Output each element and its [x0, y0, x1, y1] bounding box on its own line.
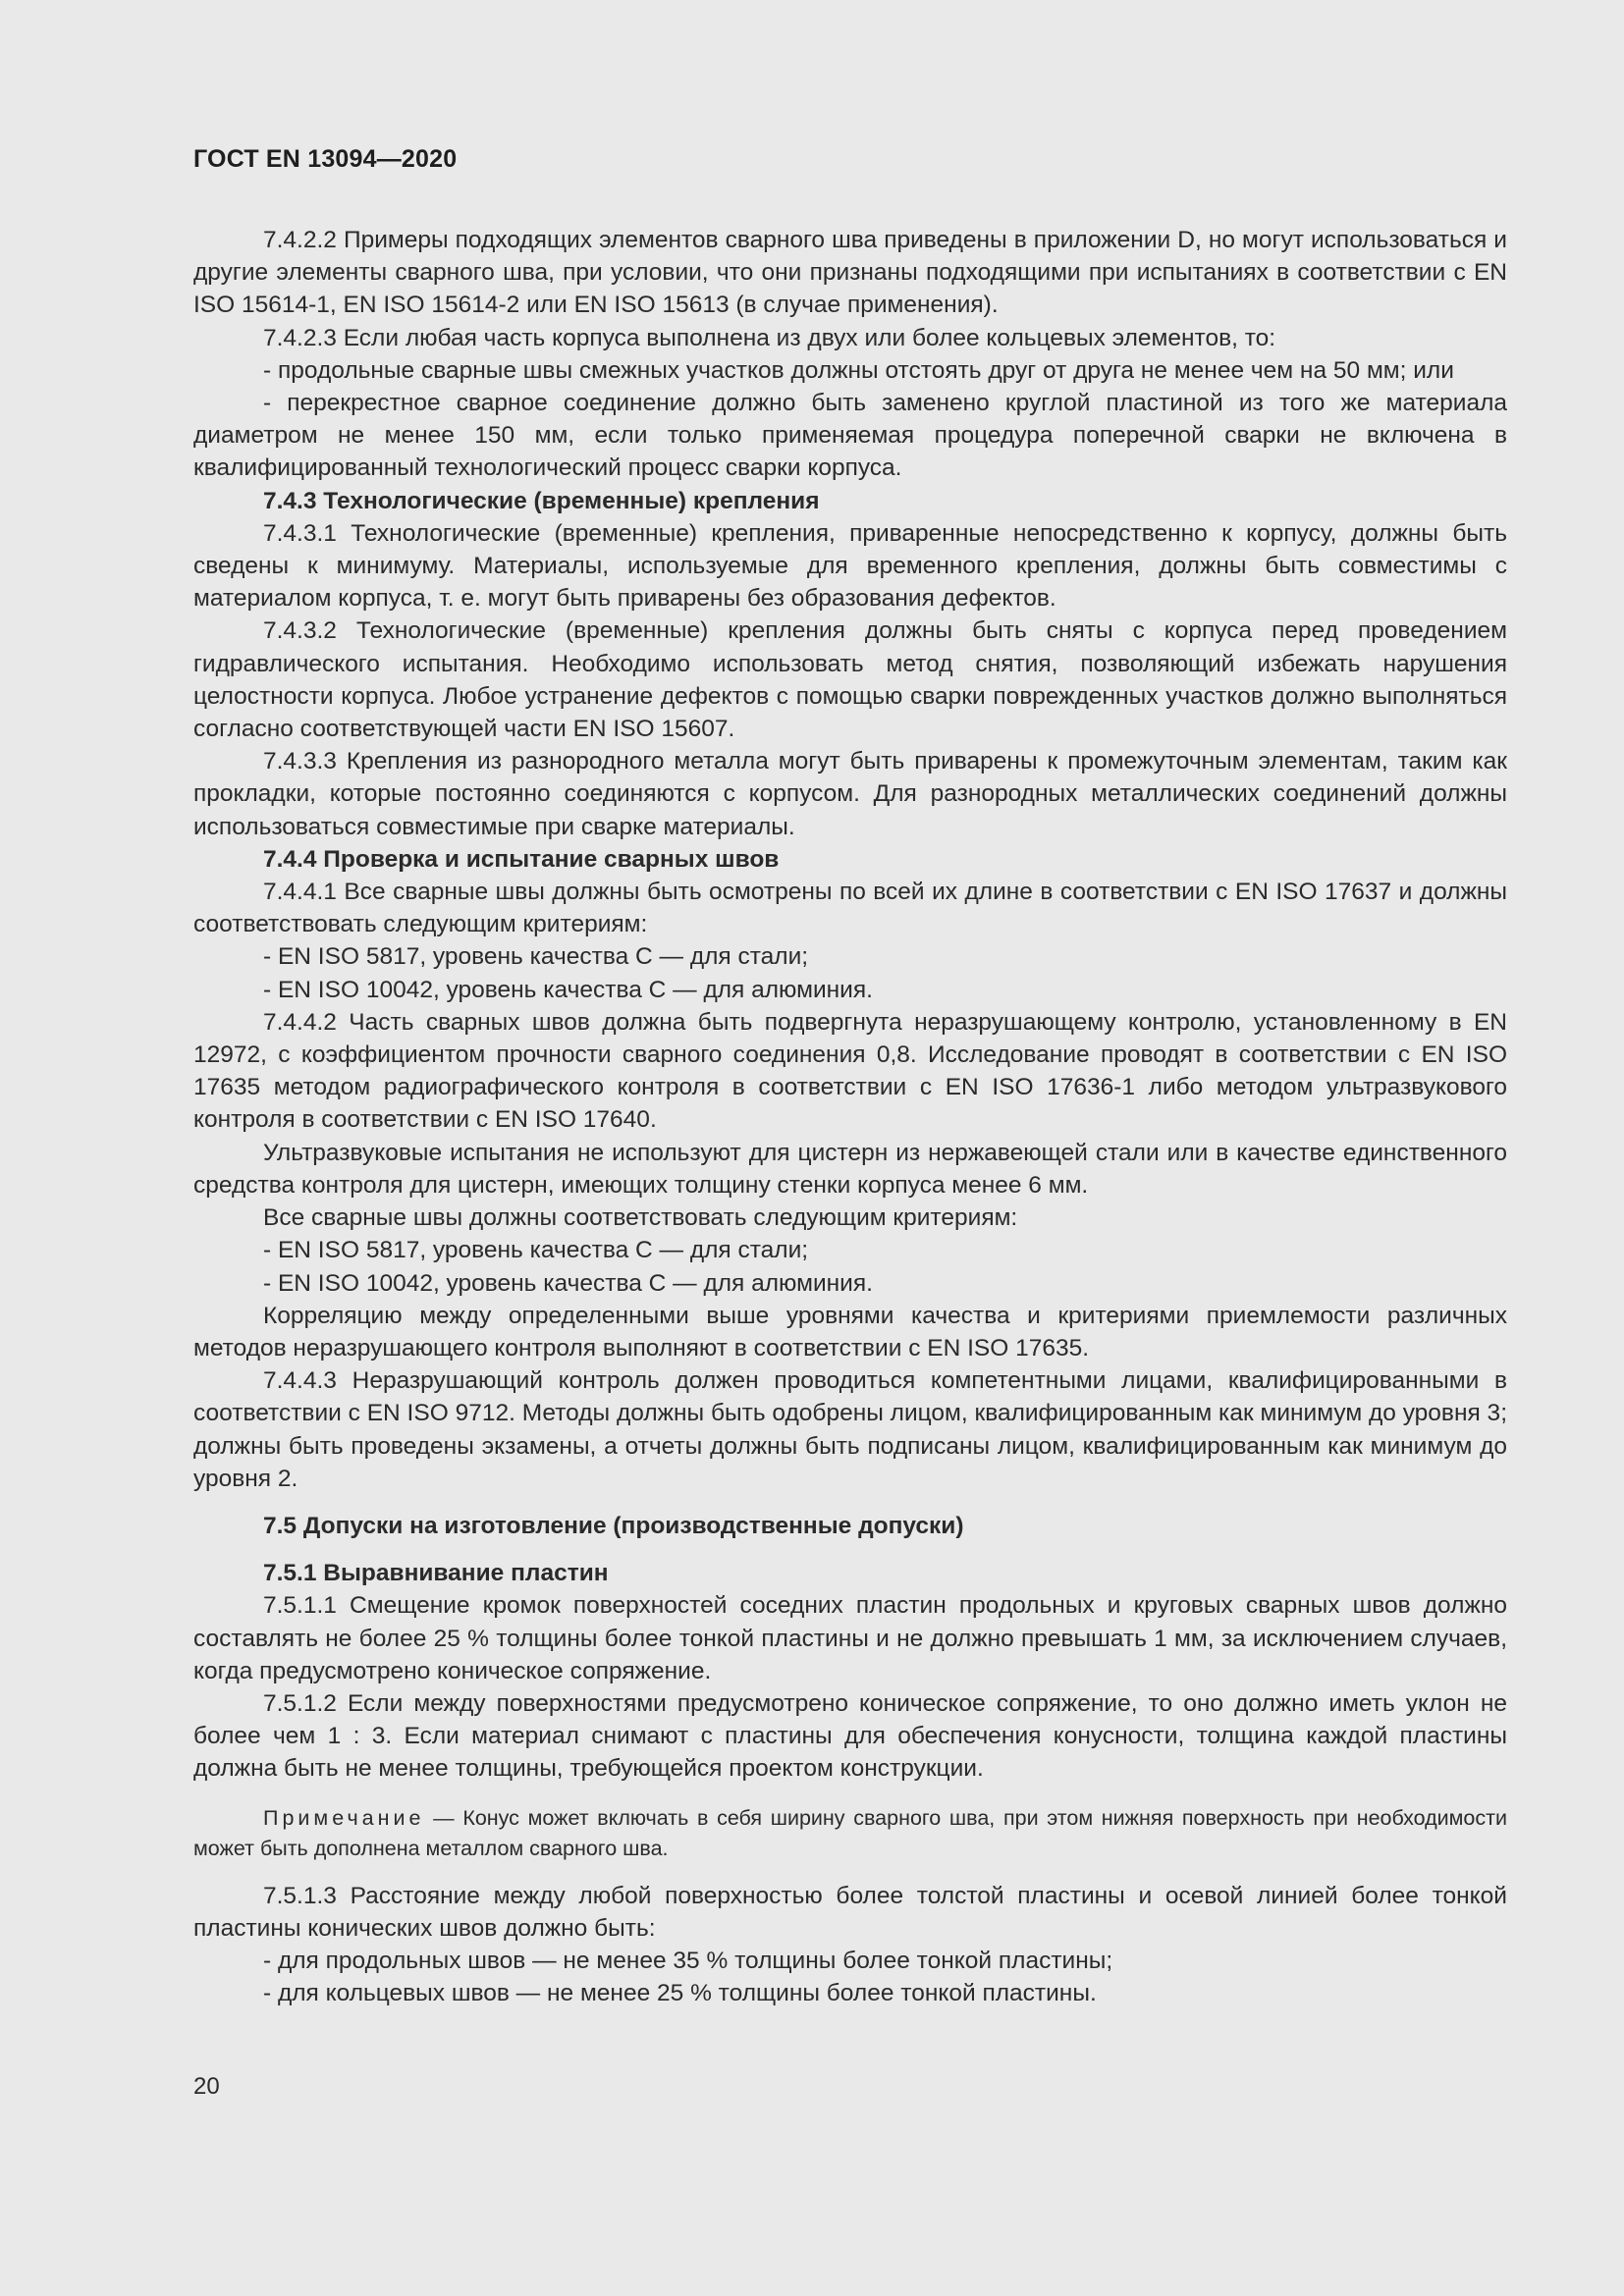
note-text: — Конус может включать в себя ширину сварного шва, при этом нижняя поверхность при необходимости может быть дополнена металлом сварного шва. — [193, 1805, 1507, 1860]
note-paragraph — [193, 1803, 1507, 1864]
paragraph: 7.5.1.1 Смещение кромок поверхностей соседних пластин продольных и круговых сварных швов должно составлять не более 25 % толщины более тонкой пластины и не должно превышать 1 мм, за исключением случаев, когда предусмотрено коническое сопряжение. — [193, 1592, 1507, 1684]
paragraph: 7.4.2.3 Если любая часть корпуса выполнена из двух или более кольцевых элементов, то: — [263, 324, 1276, 351]
list-item: - EN ISO 5817, уровень качества С — для стали; — [263, 1237, 809, 1264]
list-item: - продольные сварные швы смежных участков должны отстоять друг от друга не менее чем на 50 мм; или — [263, 356, 1454, 384]
paragraph: 7.4.3.1 Технологические (временные) крепления, приваренные непосредственно к корпусу, должны быть сведены к минимуму. Материалы, используемые для временного крепления, должны быть совместимы с материалом корпуса, т. е. могут быть приварены без образования дефектов. — [193, 519, 1507, 613]
paragraph: 7.4.4.2 Часть сварных швов должна быть подвергнута неразрушающему контролю, установленному в EN 12972, с коэффициентом прочности сварного соединения 0,8. Исследование проводят в соответствии с EN ISO 17635 методом радиографического контроля в соответствии с EN ISO 17636-1 либо методом ультразвукового контроля в соответствии с EN ISO 17640. — [193, 1008, 1507, 1134]
document-header: ГОСТ EN 13094—2020 — [193, 145, 458, 173]
page-number: 20 — [193, 2073, 220, 2100]
paragraph: Ультразвуковые испытания не используют для цистерн из нержавеющей стали или в качестве единственного средства контроля для цистерн, имеющих толщину стенки корпуса менее 6 мм. — [193, 1139, 1507, 1199]
paragraph: Корреляцию между определенными выше уровнями качества и критериями приемлемости различных методов неразрушающего контроля выполняют в соответствии с EN ISO 17635. — [193, 1302, 1507, 1362]
paragraph: Все сварные швы должны соответствовать следующим критериям: — [263, 1204, 1018, 1232]
section-heading: 7.4.3 Технологические (временные) крепления — [263, 487, 820, 514]
list-item: - для продольных швов — не менее 35 % толщины более тонкой пластины; — [263, 1947, 1113, 1974]
list-item: - для кольцевых швов — не менее 25 % толщины более тонкой пластины. — [263, 1980, 1097, 2007]
note-label: Примечание — [263, 1805, 425, 1830]
paragraph: 7.4.3.2 Технологические (временные) крепления должны быть сняты с корпуса перед проведением гидравлического испытания. Необходимо использовать метод снятия, позволяющий избежать нарушения целостности корпуса. Любое устранение дефектов с помощью сварки поврежденных участков должно выполняться согласно соответствующей части EN ISO 15607. — [193, 617, 1507, 743]
paragraph: 7.5.1.3 Расстояние между любой поверхностью более толстой пластины и осевой линией более тонкой пластины конических швов должно быть: — [193, 1882, 1507, 1942]
list-item: - EN ISO 5817, уровень качества С — для стали; — [263, 943, 809, 971]
list-item: - EN ISO 10042, уровень качества С — для алюминия. — [263, 976, 873, 1003]
paragraph: 7.4.4.3 Неразрушающий контроль должен проводиться компетентными лицами, квалифицированными в соответствии с EN ISO 9712. Методы должны быть одобрены лицом, квалифицированным как минимум до уровня 3; должны быть проведены экзамены, а отчеты должны быть подписаны лицом, квалифицированным как минимум до уровня 2. — [193, 1367, 1507, 1492]
document-body — [193, 224, 1507, 2009]
list-item: - перекрестное сварное соединение должно быть заменено круглой пластиной из того же материала диаметром не менее 150 мм, если только применяемая процедура поперечной сварки не включена в квалифицированный технологический процесс сварки корпуса. — [193, 390, 1507, 482]
list-item: - EN ISO 10042, уровень качества С — для алюминия. — [263, 1269, 873, 1297]
section-heading: 7.5.1 Выравнивание пластин — [263, 1560, 609, 1587]
section-heading: 7.4.4 Проверка и испытание сварных швов — [263, 845, 780, 873]
paragraph: 7.4.2.2 Примеры подходящих элементов сварного шва приведены в приложении D, но могут использоваться и другие элементы сварного шва, при условии, что они признаны подходящими при испытаниях в соответствии с EN ISO 15614-1, EN ISO 15614-2 или EN ISO 15613 (в случае применения). — [193, 227, 1507, 319]
paragraph: 7.4.4.1 Все сварные швы должны быть осмотрены по всей их длине в соответствии с EN ISO 17637 и должны соответствовать следующим критериям: — [193, 879, 1507, 938]
paragraph: 7.4.3.3 Крепления из разнородного металла могут быть приварены к промежуточным элементам, таким как прокладки, которые постоянно соединяются с корпусом. Для разнородных металлических соединений должны использоваться совместимые при сварке материалы. — [193, 748, 1507, 840]
paragraph: 7.5.1.2 Если между поверхностями предусмотрено коническое сопряжение, то оно должно иметь уклон не более чем 1 : 3. Если материал снимают с пластины для обеспечения конусности, толщина каждой пластины должна быть не менее толщины, требующейся проектом конструкции. — [193, 1689, 1507, 1783]
section-heading: 7.5 Допуски на изготовление (производственные допуски) — [263, 1512, 964, 1539]
